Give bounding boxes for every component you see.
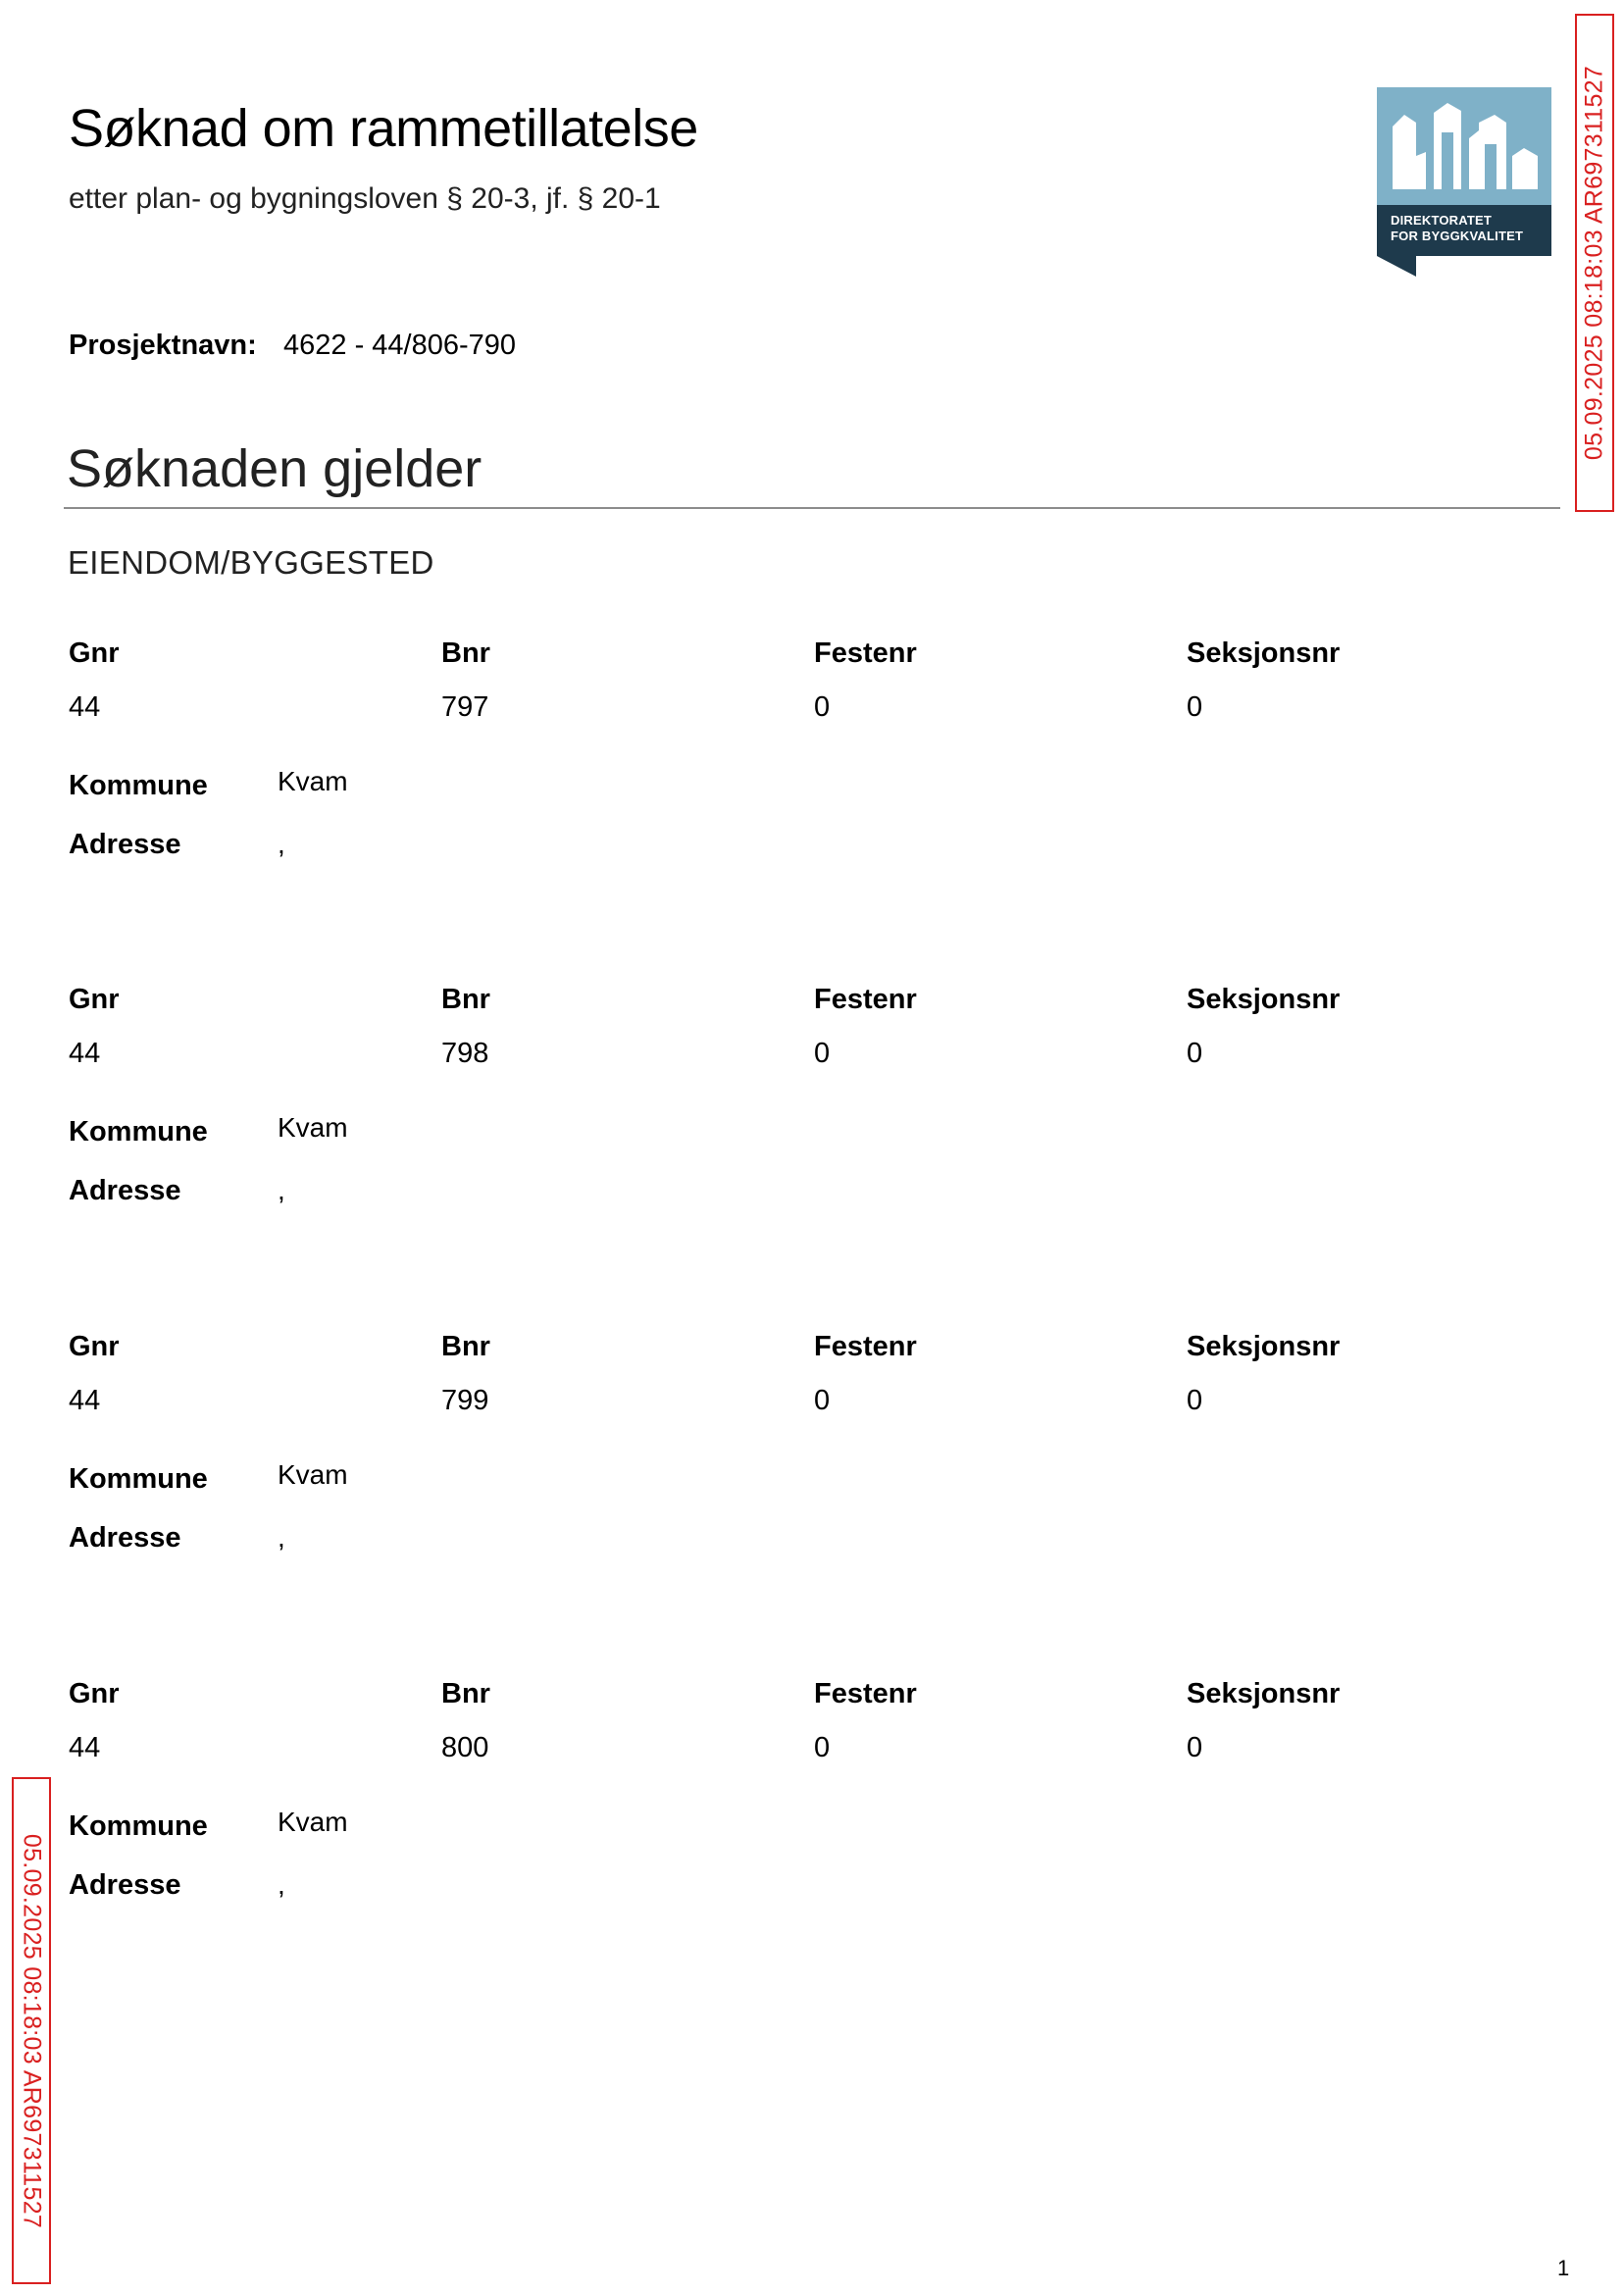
festenr-label: Festenr <box>814 984 917 1015</box>
project-name-row <box>69 330 516 362</box>
project-name-value: 4622 - 44/806-790 <box>283 330 517 361</box>
seksjonsnr-label: Seksjonsnr <box>1187 984 1341 1015</box>
festenr-value: 0 <box>814 1732 831 1763</box>
adresse-value: , <box>278 829 285 859</box>
seksjonsnr-value: 0 <box>1187 691 1203 723</box>
property-block-3 <box>69 1331 1540 1586</box>
seksjonsnr-label: Seksjonsnr <box>1187 637 1341 669</box>
bnr-label: Bnr <box>441 984 490 1015</box>
section-heading: Søknaden gjelder <box>67 439 482 498</box>
subsection-heading: EIENDOM/BYGGESTED <box>68 544 434 581</box>
gnr-label: Gnr <box>69 1678 120 1709</box>
adresse-label: Adresse <box>69 1175 181 1206</box>
kommune-label: Kommune <box>69 1810 208 1842</box>
gnr-label: Gnr <box>69 984 120 1015</box>
bnr-label: Bnr <box>441 1331 490 1362</box>
property-block-4 <box>69 1678 1540 1933</box>
gnr-label: Gnr <box>69 637 120 669</box>
seksjonsnr-label: Seksjonsnr <box>1187 1331 1341 1362</box>
adresse-value: , <box>278 1522 285 1553</box>
logo-text-line2: FOR BYGGKVALITET <box>1391 229 1524 243</box>
stamp-right-text: 05.09.2025 08:18:03 AR697311527 <box>1580 65 1608 461</box>
bnr-value: 797 <box>441 691 489 723</box>
adresse-label: Adresse <box>69 1869 181 1901</box>
page-subtitle: etter plan- og bygningsloven § 20-3, jf. § 20-1 <box>69 182 661 215</box>
stamp-right <box>1575 14 1614 512</box>
page-number: 1 <box>1557 2256 1570 2280</box>
gnr-label: Gnr <box>69 1331 120 1362</box>
logo-text-line1: DIREKTORATET <box>1391 213 1493 228</box>
gnr-value: 44 <box>69 1385 101 1416</box>
kommune-value: Kvam <box>278 1807 348 1837</box>
seksjonsnr-value: 0 <box>1187 1038 1203 1069</box>
dibk-logo <box>1377 87 1551 277</box>
kommune-label: Kommune <box>69 770 208 801</box>
page-title: Søknad om rammetillatelse <box>69 99 698 158</box>
adresse-value: , <box>278 1175 285 1205</box>
project-name-label: Prosjektnavn: <box>69 330 257 361</box>
bnr-label: Bnr <box>441 1678 490 1709</box>
seksjonsnr-value: 0 <box>1187 1732 1203 1763</box>
section-divider <box>64 507 1560 509</box>
property-block-2 <box>69 984 1540 1239</box>
festenr-label: Festenr <box>814 1331 917 1362</box>
gnr-value: 44 <box>69 691 101 723</box>
adresse-value: , <box>278 1869 285 1900</box>
kommune-value: Kvam <box>278 1459 348 1490</box>
kommune-label: Kommune <box>69 1116 208 1147</box>
festenr-value: 0 <box>814 691 831 723</box>
adresse-label: Adresse <box>69 829 181 860</box>
gnr-value: 44 <box>69 1038 101 1069</box>
kommune-value: Kvam <box>278 766 348 796</box>
stamp-left-text: 05.09.2025 08:18:03 AR697311527 <box>18 1833 46 2228</box>
festenr-value: 0 <box>814 1038 831 1069</box>
seksjonsnr-value: 0 <box>1187 1385 1203 1416</box>
kommune-label: Kommune <box>69 1463 208 1495</box>
adresse-label: Adresse <box>69 1522 181 1554</box>
bnr-value: 799 <box>441 1385 489 1416</box>
bnr-value: 800 <box>441 1732 489 1763</box>
gnr-value: 44 <box>69 1732 101 1763</box>
bnr-label: Bnr <box>441 637 490 669</box>
property-block-1 <box>69 637 1540 892</box>
kommune-value: Kvam <box>278 1112 348 1143</box>
seksjonsnr-label: Seksjonsnr <box>1187 1678 1341 1709</box>
stamp-left <box>12 1777 51 2284</box>
festenr-label: Festenr <box>814 637 917 669</box>
festenr-value: 0 <box>814 1385 831 1416</box>
bnr-value: 798 <box>441 1038 489 1069</box>
festenr-label: Festenr <box>814 1678 917 1709</box>
